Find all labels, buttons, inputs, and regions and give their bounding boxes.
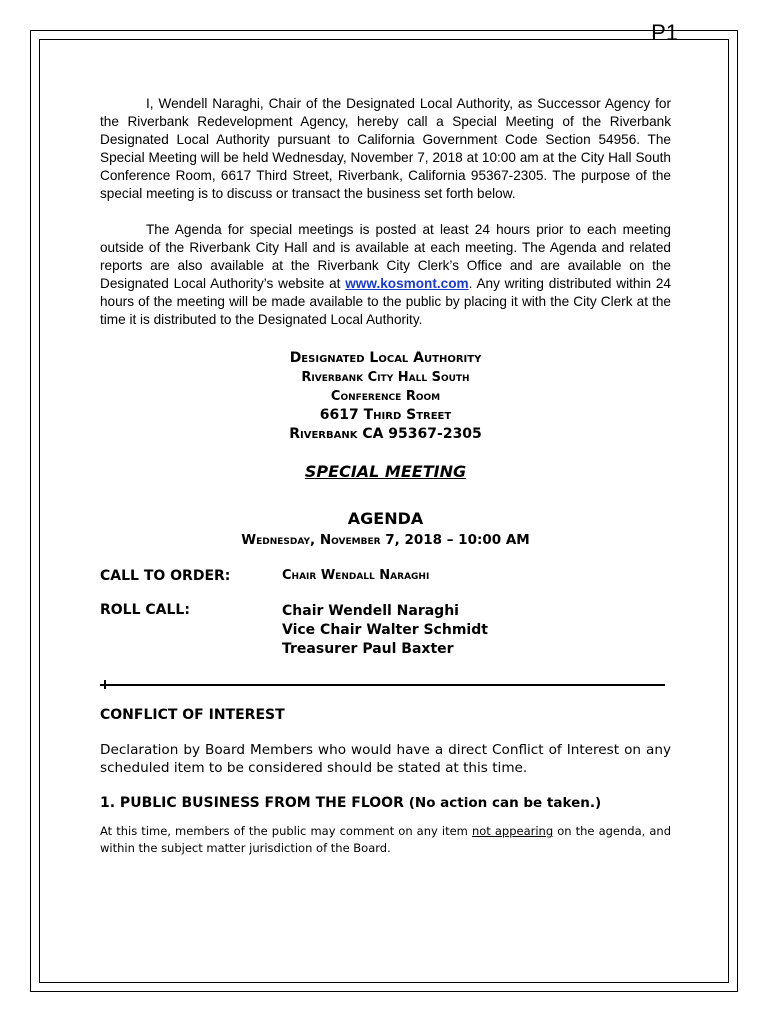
special-meeting-heading: SPECIAL MEETING: [304, 462, 467, 481]
intro-paragraph-1: I, Wendell Naraghi, Chair of the Designated Local Authority, as Successor Agency for the Riverbank Redevelopment Agency, hereby call a Special Meeting of the Riverbank Designated Local Authority pursuant to California Government Code Section 54956. The Special Meeting will be held Wednesday, November 7, 2018 at 10:00 am at the City Hall South Conference Room, 6617 Third Street, Riverbank, California 95367-2305. The purpose of the special meeting is to discuss or transact the business set forth below.: [100, 96, 671, 201]
call-to-order-label: CALL TO ORDER:: [100, 568, 231, 584]
venue-building: Riverbank City Hall South: [301, 370, 470, 385]
venue-city: Riverbank CA 95367-2305: [289, 426, 482, 442]
item-1-heading: [100, 795, 671, 811]
roll-call-row: [100, 602, 671, 659]
roll-call-member: Treasurer Paul Baxter: [282, 641, 454, 657]
venue-street: 6617 Third Street: [319, 407, 452, 423]
item-1-body-underlined: not appearing: [471, 824, 554, 838]
item-1-title: 1. PUBLIC BUSINESS FROM THE FLOOR: [100, 795, 404, 811]
conflict-of-interest-body: Declaration by Board Members who would have a direct Conflict of Interest on any scheduled item to be considered should be stated at this time.: [100, 742, 671, 776]
agenda-date: Wednesday, November 7, 2018 – 10:00 AM: [241, 532, 530, 548]
venue-block: [100, 349, 671, 444]
venue-name: Designated Local Authority: [289, 350, 482, 366]
intro-p2-text-end: . Any writing distributed within 24 hours of the meeting will be made available to the public by placing it with the City Clerk at the time it is distributed to the Designated Local Authority.: [100, 276, 671, 327]
item-1-body-text: At this time, members of the public may comment on any item: [100, 824, 472, 838]
roll-call-member: Chair Wendell Naraghi: [282, 603, 459, 619]
intro-p2-text: The Agenda for special meetings is posted at least 24 hours prior to each meeting outside of the Riverbank City Hall and is available at each meeting. The Agenda and related reports are also available at the Riverbank City Clerk’s Office and are available on the Designated Local Authority’s website at: [100, 222, 671, 291]
agenda-title: AGENDA: [347, 509, 424, 528]
document-body: [100, 95, 671, 857]
item-1-note: (No action can be taken.): [408, 795, 602, 811]
divider-line: [100, 684, 665, 686]
divider-tick: [104, 680, 106, 689]
item-1-body-text-end: on the agenda, and within the subject matter jurisdiction of the Board.: [100, 824, 671, 855]
roll-call-label: ROLL CALL:: [100, 602, 190, 618]
roll-call-member: Vice Chair Walter Schmidt: [282, 622, 488, 638]
page-number: P1: [651, 20, 678, 45]
venue-room: Conference Room: [330, 389, 441, 404]
intro-paragraph-2: [100, 221, 671, 329]
call-to-order-row: [100, 568, 671, 584]
call-to-order-value: Chair Wendall Naraghi: [282, 568, 430, 583]
item-1-body: [100, 823, 671, 857]
kosmont-website-link[interactable]: www.kosmont.com: [345, 276, 469, 291]
conflict-of-interest-heading: CONFLICT OF INTEREST: [100, 707, 285, 723]
roll-call-members: [282, 602, 488, 659]
section-divider: [100, 677, 671, 693]
